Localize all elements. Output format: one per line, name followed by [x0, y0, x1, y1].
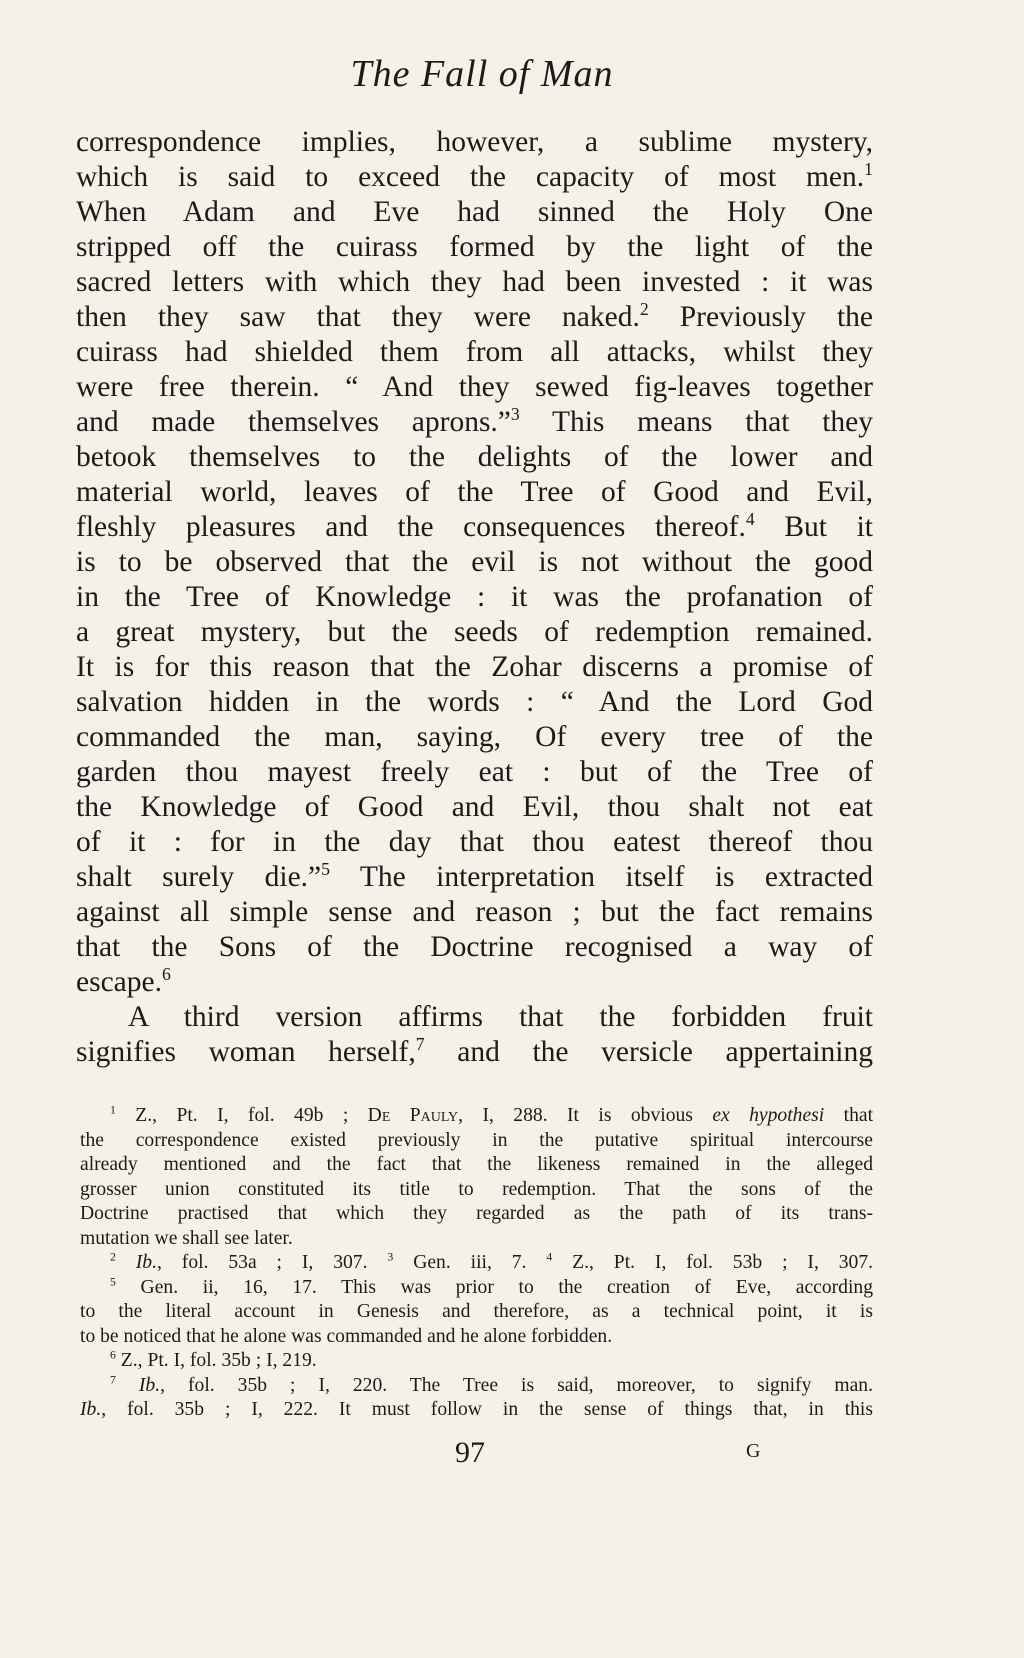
- body-line: garden thou mayest freely eat : but of the Tree of: [76, 756, 873, 788]
- body-line: which is said to exceed the capacity of most men.$^1$: [76, 159, 873, 193]
- footnote-1: $^1$ Z., Pt. I, fol. 49b ; De Pauly, I, 288. It is obvious ex hypothesi that: [110, 1103, 874, 1126]
- body-line: When Adam and Eve had sinned the Holy One: [76, 196, 873, 228]
- body-text: [76, 125, 873, 1070]
- body-line: sacred letters with which they had been invested : it was: [76, 266, 873, 298]
- footnote-ref: 1: [864, 159, 873, 180]
- footnote-ref: 4: [745, 509, 755, 530]
- body-line: commanded the man, saying, Of every tree of the: [76, 721, 873, 753]
- footnote-ref: 3: [510, 404, 520, 425]
- footnote-2: $^2$ Ib., fol. 53a ; I, 307.: [110, 1250, 368, 1273]
- body-line: correspondence implies, however, a sublime mystery,: [76, 126, 873, 158]
- footnote-ref: 6: [161, 964, 171, 985]
- body-line: cuirass had shielded them from all attacks, whilst they: [76, 336, 873, 368]
- footnotes-2-3-4: [80, 1251, 873, 1276]
- body-line: betook themselves to the delights of the lower and: [76, 441, 873, 473]
- body-line: in the Tree of Knowledge : it was the profanation of: [76, 581, 873, 613]
- page-number: 97: [455, 1436, 485, 1469]
- footnote-line: mutation we shall see later.: [80, 1227, 293, 1249]
- footnote-3: $^3$ Gen. iii, 7.: [387, 1250, 527, 1273]
- footnote-line: Ib., fol. 35b ; I, 222. It must follow in the sense of things that, in this: [80, 1399, 873, 1420]
- body-line: and made themselves aprons.”$^3$ This means that they: [76, 404, 873, 438]
- body-line: material world, leaves of the Tree of Good and Evil,: [76, 476, 873, 508]
- body-line: of it : for in the day that thou eatest thereof thou: [76, 826, 873, 858]
- body-line: is to be observed that the evil is not without the good: [76, 546, 873, 578]
- body-line: against all simple sense and reason ; but the fact remains: [76, 896, 873, 928]
- footnote-7: $^7$ Ib., fol. 35b ; I, 220. The Tree is said, moreover, to signify man.: [110, 1372, 874, 1396]
- footnote-6: $^6$ Z., Pt. I, fol. 35b ; I, 219.: [110, 1348, 317, 1371]
- footnote-5: $^5$ Gen. ii, 16, 17. This was prior to the creation of Eve, according: [110, 1274, 873, 1298]
- body-line: A third version affirms that the forbidden fruit: [128, 1001, 873, 1033]
- footnote-line: the correspondence existed previously in the putative spiritual intercourse: [80, 1129, 873, 1151]
- body-line: salvation hidden in the words : “ And the Lord God: [76, 686, 873, 718]
- body-line: were free therein. “ And they sewed fig-leaves together: [76, 371, 873, 403]
- body-line: shalt surely die.”$^5$ The interpretation itself is extracted: [76, 859, 873, 893]
- body-line: stripped off the cuirass formed by the light of the: [76, 231, 873, 263]
- body-line: the Knowledge of Good and Evil, thou shalt not eat: [76, 791, 873, 823]
- footnote-line: grosser union constituted its title to redemption. That the sons of the: [80, 1178, 873, 1200]
- body-line: signifies woman herself,$^7$ and the versicle appertaining: [76, 1034, 873, 1068]
- body-line: fleshly pleasures and the consequences thereof.$^4$ But it: [76, 509, 873, 543]
- body-line: then they saw that they were naked.$^2$ Previously the: [76, 299, 873, 333]
- footnote-ref: 7: [415, 1034, 425, 1055]
- running-head: The Fall of Man: [350, 53, 614, 95]
- body-line: It is for this reason that the Zohar discerns a promise of: [76, 651, 873, 683]
- footnote-line: to be noticed that he alone was commanded and he alone forbidden.: [80, 1325, 613, 1347]
- body-line: that the Sons of the Doctrine recognised a way of: [76, 931, 873, 963]
- footnote-4: $^4$ Z., Pt. I, fol. 53b ; I, 307.: [546, 1250, 874, 1273]
- footnote-line: already mentioned and the fact that the likeness remained in the alleged: [80, 1154, 873, 1175]
- signature-mark: G: [746, 1440, 761, 1462]
- footnote-line: to the literal account in Genesis and therefore, as a technical point, it is: [80, 1301, 873, 1322]
- body-line: escape.$^6$: [76, 964, 171, 998]
- body-line: a great mystery, but the seeds of redemption remained.: [76, 616, 873, 648]
- footnote-ref: 2: [639, 299, 649, 320]
- footnote-ref: 5: [321, 859, 330, 880]
- footnotes: [80, 1104, 873, 1423]
- footnote-line: Doctrine practised that which they regarded as the path of its trans-: [80, 1203, 873, 1224]
